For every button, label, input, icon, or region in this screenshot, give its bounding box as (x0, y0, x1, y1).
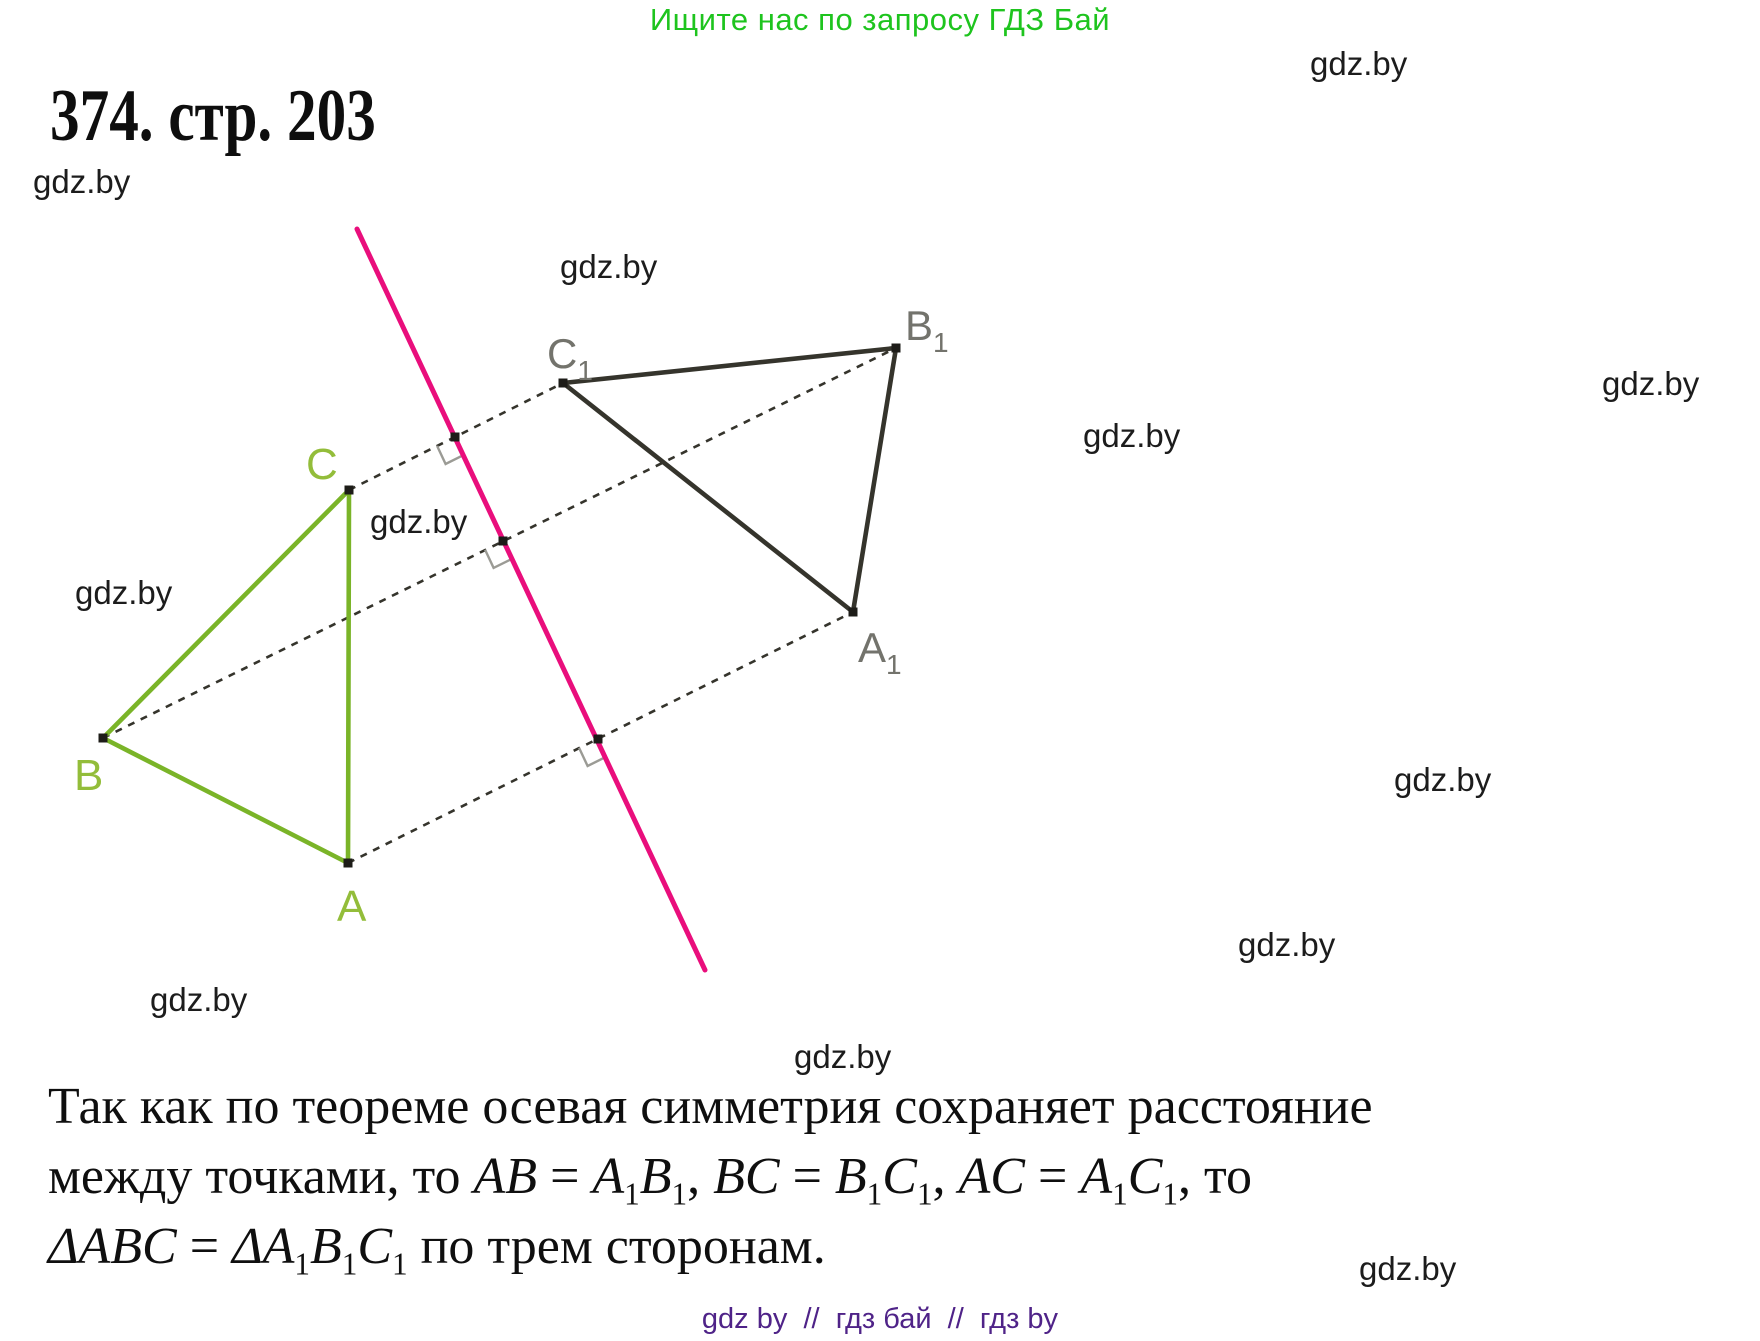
vertex-label-a1: $A_1$ (858, 624, 902, 680)
solution-line-2: между точками, то AB = $A_1B_1$, BC = $B_1C_1$, AC = $A_1C_1$, то (48, 1148, 1253, 1212)
gdz-watermark: gdz.by (1310, 45, 1408, 82)
gdz-watermark: gdz.by (75, 574, 173, 611)
gdz-watermark: gdz.by (1394, 761, 1492, 798)
vertex-dot (594, 735, 603, 744)
solution-line-1: Так как по теореме осевая симметрия сохраняет расстояние (48, 1078, 1373, 1135)
vertex-dot (345, 486, 354, 495)
solution-line-3: $\Delta ABC = \Delta A_1B_1C_1$ по трем сторонам. (48, 1218, 826, 1282)
promo-banner: Ищите нас по запросу ГДЗ Бай (649, 2, 1111, 37)
gdz-watermark: gdz.by (560, 248, 658, 285)
vertex-dot (559, 379, 568, 388)
gdz-watermark: gdz.by (1359, 1250, 1457, 1287)
vertex-dot (892, 344, 901, 353)
vertex-label-c: C (306, 440, 338, 489)
page-title: 374. стр. 203 (50, 75, 376, 157)
vertex-label-b: B (74, 751, 104, 800)
vertex-label-a: A (337, 882, 367, 931)
vertex-dot (451, 433, 460, 442)
gdz-watermark: gdz.by (794, 1038, 892, 1075)
triangle-abc (103, 490, 349, 863)
gdz-watermark: gdz.by (1602, 365, 1700, 402)
gdz-watermark: gdz.by (1238, 926, 1336, 963)
gdz-watermark: gdz.by (370, 503, 468, 540)
vertex-dot (849, 608, 858, 617)
gdz-watermark: gdz.by (150, 981, 248, 1018)
symmetry-axis-line (357, 229, 705, 970)
gdz-watermark: gdz.by (1083, 417, 1181, 454)
vertex-label-b1: $B_1$ (905, 302, 949, 358)
triangle-a1b1c1 (563, 348, 896, 612)
vertex-dot (99, 734, 108, 743)
vertex-label-c1: $C_1$ (547, 330, 593, 386)
solution-text (48, 1072, 1373, 1282)
gdz-watermark: gdz.by (33, 163, 131, 200)
vertex-dot (499, 537, 508, 546)
footer-links: gdz by // гдз бай // гдз by (701, 1303, 1059, 1335)
vertex-dot (344, 859, 353, 868)
